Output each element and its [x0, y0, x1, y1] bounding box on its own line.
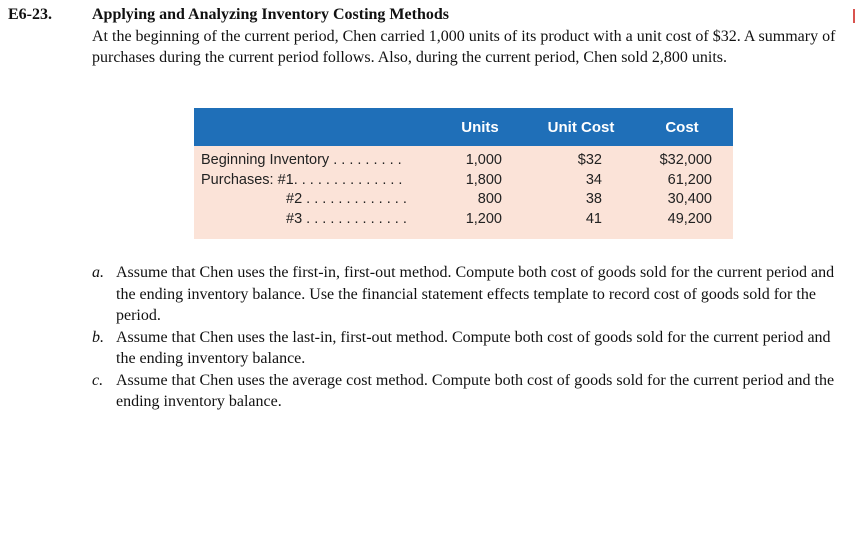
question-text: Assume that Chen uses the first-in, first-out method. Compute both cost of goods sold for the current period and the ending inventory balance. Use the financial statement effects template to record cost of goods sold for the period. [116, 264, 835, 324]
units-cell: 800 [477, 191, 502, 207]
column-header-units: Units [461, 119, 499, 136]
unit-cost-cell: $32 [577, 152, 602, 168]
table-row [194, 172, 733, 192]
table-header [194, 108, 733, 146]
table-row [194, 211, 733, 231]
table-row [194, 152, 733, 172]
question-letter: b. [92, 328, 104, 346]
question-item [92, 370, 838, 413]
question-letter: a. [92, 264, 104, 281]
table-row [194, 191, 733, 211]
purchases-table [194, 108, 733, 239]
problem-id: E6-23. [8, 6, 52, 23]
row-label: #3 . . . . . . . . . . . . . [286, 210, 407, 227]
question-text: Assume that Chen uses the last-in, first-out method. Compute both cost of goods sold for the current period and the ending inventory balance. [116, 328, 831, 367]
units-cell: 1,200 [465, 210, 502, 227]
column-header-unit-cost: Unit Cost [547, 119, 615, 136]
edge-marker [853, 9, 855, 23]
cost-cell: 30,400 [667, 191, 712, 207]
cost-cell: $32,000 [659, 152, 712, 168]
cost-cell: 49,200 [667, 210, 712, 227]
row-label: Beginning Inventory . . . . . . . . . [201, 152, 402, 168]
unit-cost-cell: 34 [585, 171, 602, 188]
question-text: Assume that Chen uses the average cost method. Compute both cost of goods sold for the current period and the ending inventory balance. [116, 371, 835, 410]
unit-cost-cell: 41 [585, 210, 602, 227]
question-list [92, 262, 838, 413]
column-header-cost: Cost [665, 119, 699, 136]
problem-title: Applying and Analyzing Inventory Costing Methods [92, 6, 449, 23]
unit-cost-cell: 38 [585, 191, 602, 207]
units-cell: 1,800 [465, 171, 502, 188]
table-body [194, 152, 733, 230]
row-label: #2 . . . . . . . . . . . . . [286, 191, 407, 207]
problem-intro: At the beginning of the current period, Chen carried 1,000 units of its product with a unit cost of $32. A summary of purchases during the current period follows. Also, during the current period, Chen sold 2,800 units. [92, 28, 836, 66]
question-letter: c. [92, 371, 104, 389]
question-item [92, 262, 838, 327]
row-label: Purchases: #1. . . . . . . . . . . . . . [201, 171, 403, 188]
units-cell: 1,000 [465, 152, 502, 168]
question-item [92, 327, 838, 370]
cost-cell: 61,200 [667, 171, 712, 188]
